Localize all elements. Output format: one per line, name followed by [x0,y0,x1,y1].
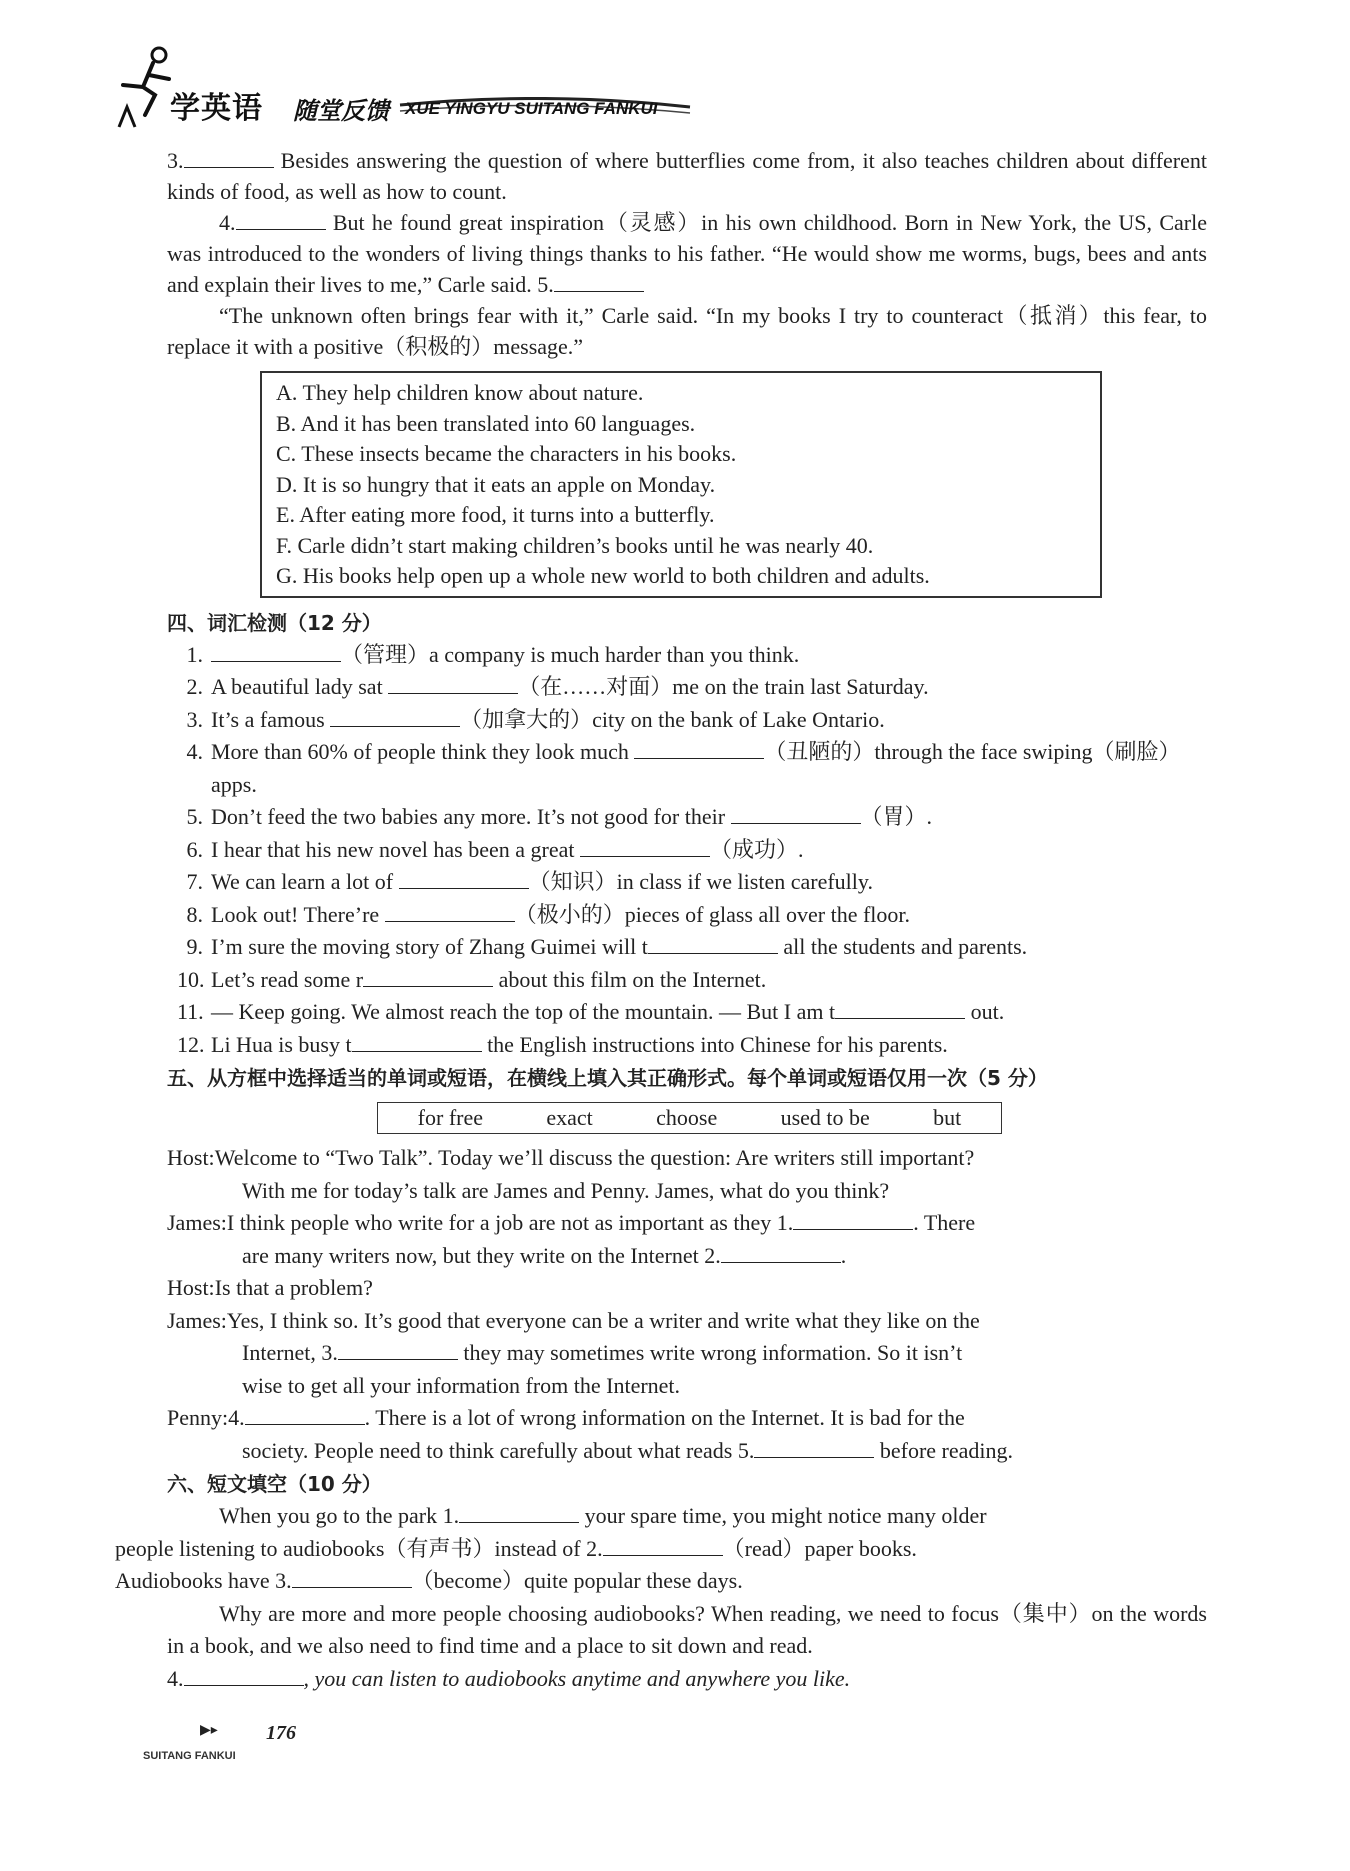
word-bank-item: used to be [780,1105,870,1130]
page-number: 176 [266,1722,296,1744]
answer-blank[interactable] [184,145,274,168]
answer-blank[interactable] [184,1663,304,1686]
answer-blank[interactable] [835,996,965,1019]
option-e: E. After eating more food, it turns into a butterfly. [276,502,715,527]
word-bank-item: but [933,1105,962,1130]
arrow-icon: ▶▸ [200,1723,218,1738]
brand-english: XUE YINGYU SUITANG FANKUI [405,99,658,118]
list-item: 3. It’s a famous （加拿大的）city on the bank of Lake Ontario. [177,704,1207,737]
answer-blank[interactable] [292,1565,412,1588]
cloze-paragraph-1: When you go to the park 1. your spare time, you might notice many older people listening to audiobooks（有声书）instead of 2. （read）paper books. Audiobooks have 3. （become）quite popular these days. [167,1500,1207,1598]
option-a: A. They help children know about nature. [276,380,644,405]
answer-blank[interactable] [648,931,778,954]
dialog-line-james: James:I think people who write for a job are not as important as they 1. . There are many writers now, but they write on the Internet 2. . [167,1207,1207,1272]
footer-brand: SUITANG FANKUI [143,1750,236,1762]
list-item: 7. We can learn a lot of （知识）in class if we listen carefully. [177,866,1207,899]
option-f: F. Carle didn’t start making children’s books until he was nearly 40. [276,532,874,558]
page-header [115,45,685,135]
answer-blank[interactable] [721,1240,841,1263]
list-item: 4. More than 60% of people think they look much （丑陋的）through the face swiping（刷脸）apps. [177,736,1207,801]
answer-blank[interactable] [580,834,710,857]
list-item: 1. （管理）a company is much harder than you think. [177,639,1207,672]
word-bank-box [377,1102,1002,1134]
answer-blank[interactable] [754,1435,874,1458]
answer-blank[interactable] [363,964,493,987]
dialog-line-host: Host:Welcome to “Two Talk”. Today we’ll discuss the question: Are writers still important? With me for today’s talk are James and Penny. James, what do you think? [167,1145,975,1203]
list-item: 5. Don’t feed the two babies any more. It’s not good for their （胃）. [177,801,1207,834]
dialog [167,1142,1207,1467]
option-g: G. His books help open up a whole new world to both children and adults. [276,563,930,588]
list-item: 12. Li Hua is busy t the English instructions into Chinese for his parents. [177,1029,1207,1062]
reading-paragraph-5: “The unknown often brings fear with it,” Carle said. “In my books I try to counteract（抵消）this fear, to replace it with a positive（积极的）message.” [167,303,1207,359]
option-b: B. And it has been translated into 60 languages. [276,410,696,436]
answer-blank[interactable] [459,1500,579,1523]
answer-blank[interactable] [634,736,764,759]
word-bank-item: for free [417,1105,484,1130]
answer-blank[interactable] [385,899,515,922]
page-content [115,145,1208,1695]
answer-blank[interactable] [603,1533,723,1556]
cloze-paragraph-2: Why are more and more people choosing audiobooks? When reading, we need to focus（集中）on the words in a book, and we also need to find time and a place to sit down and read. [167,1600,1207,1658]
answer-blank[interactable] [352,1029,482,1052]
answer-blank[interactable] [554,269,644,292]
dialog-line-james-2: James:Yes, I think so. It’s good that everyone can be a writer and write what they like on the Internet, 3. they may sometimes write wrong information. So it isn’t wise to get all your information from the Internet. [167,1307,980,1398]
dialog-line-host-2: Host:Is that a problem? [167,1275,373,1300]
answer-blank[interactable] [211,639,341,662]
word-bank-item: choose [656,1105,718,1130]
answer-blank[interactable] [388,671,518,694]
answer-blank[interactable] [245,1402,365,1425]
list-item: 11. — Keep going. We almost reach the top of the mountain. — But I am t out. [177,996,1207,1029]
list-item: 8. Look out! There’re （极小的）pieces of glass all over the floor. [177,899,1207,932]
options-box [260,371,1102,598]
list-item: 10. Let’s read some r about this film on the Internet. [177,964,1207,997]
answer-blank[interactable] [338,1337,458,1360]
option-c: C. These insects became the characters in his books. [276,441,737,466]
list-item: 9. I’m sure the moving story of Zhang Guimei will t all the students and parents. [177,931,1207,964]
answer-blank[interactable] [236,207,326,230]
answer-blank[interactable] [731,801,861,824]
section-6-title: 六、短文填空（10 分） [167,1472,382,1496]
reading-paragraph-4: 4. But he found great inspiration（灵感）in his own childhood. Born in New York, the US, Carle was introduced to the wonders of living things thanks to his father. “He would show me worms, bugs, bees and ants and explain their lives to me,” Carle said. 5. [167,207,1207,300]
list-item: 2. A beautiful lady sat （在……对面）me on the train last Saturday. [177,671,1207,704]
dialog-line-penny: Penny:4. . There is a lot of wrong information on the Internet. It is bad for the society. People need to think carefully about what reads 5. before reading. [167,1402,1207,1467]
list-item: 6. I hear that his new novel has been a great （成功）. [177,834,1207,867]
section-4-title: 四、词汇检测（12 分） [167,610,382,635]
vocab-list [167,639,1207,1062]
cloze-paragraph-2-end: 4. , you can listen to audiobooks anytime and anywhere you like. [167,1663,1207,1696]
answer-blank[interactable] [399,866,529,889]
brand-chinese: 学英语 [170,91,263,126]
brand-chinese-2: 随堂反馈 [293,97,389,125]
word-bank-item: exact [546,1105,593,1130]
answer-blank[interactable] [793,1207,913,1230]
option-d: D. It is so hungry that it eats an apple on Monday. [276,471,716,497]
answer-blank[interactable] [330,704,460,727]
reading-paragraph-3: 3. Besides answering the question of where butterflies come from, it also teaches children about different kinds of food, as well as how to count. [167,145,1207,207]
section-5-title: 五、从方框中选择适当的单词或短语，在横线上填入其正确形式。每个单词或短语仅用一次（5 分） [167,1066,1048,1090]
